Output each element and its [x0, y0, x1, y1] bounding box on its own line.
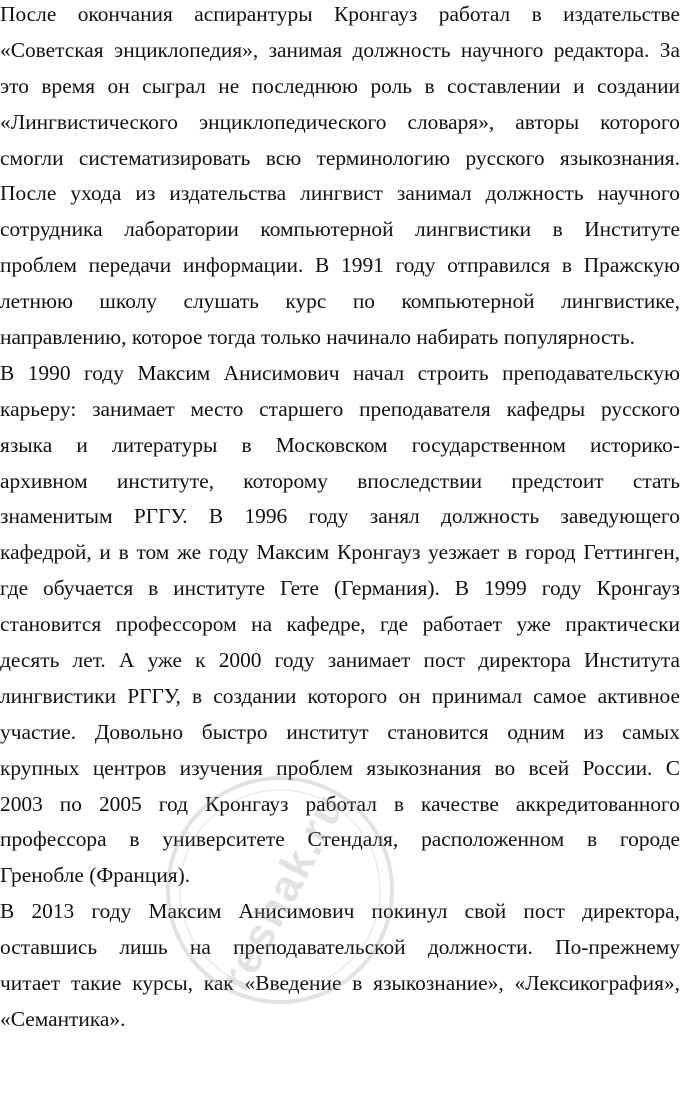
text-line: архивном институте, которому впоследствии предстоит стать — [0, 468, 680, 493]
text-line: оставшись лишь на преподавательской должности. По-прежнему — [0, 935, 680, 960]
text-line: 2003 по 2005 год Кронгауз работал в качестве аккредитованного — [0, 791, 680, 816]
text-line: Гренобле (Франция). — [0, 863, 191, 888]
text-line: «Семантика». — [0, 1006, 126, 1031]
paragraph-3 — [0, 894, 680, 1038]
text-line: это время он сыграл не последнюю роль в составлении и создании — [0, 73, 680, 98]
text-line: профессора в университете Стендаля, расположенном в городе — [0, 827, 680, 852]
paragraph-1 — [0, 0, 680, 356]
paragraph-2 — [0, 356, 680, 894]
text-line: кафедрой, и в том же году Максим Кронгауз уезжает в город Геттинген, — [0, 540, 680, 565]
text-line: становится профессором на кафедре, где работает уже практически — [0, 612, 680, 637]
text-line: смогли систематизировать всю терминологию русского языкознания. — [0, 145, 680, 170]
text-line: десять лет. А уже к 2000 году занимает пост директора Института — [0, 648, 680, 673]
text-line: После окончания аспирантуры Кронгауз работал в издательстве — [0, 2, 680, 26]
text-line: «Лингвистического энциклопедического словаря», авторы которого — [0, 109, 680, 134]
text-line: знаменитым РГГУ. В 1996 году занял должность заведующего — [0, 504, 680, 529]
text-line: карьеру: занимает место старшего преподавателя кафедры русского — [0, 396, 680, 421]
text-line: где обучается в институте Гете (Германия). В 1999 году Кронгауз — [0, 576, 680, 601]
watermark-text: reshak.ru — [210, 784, 356, 999]
text-line: читает такие курсы, как «Введение в языкознание», «Лексикография», — [0, 971, 680, 996]
text-line: После ухода из издательства лингвист занимал должность научного — [0, 181, 680, 206]
text-line: «Советская энциклопедия», занимая должность научного редактора. За — [0, 37, 680, 62]
text-line: участие. Довольно быстро институт становится одним из самых — [0, 719, 680, 744]
text-line: сотрудника лаборатории компьютерной лингвистики в Институте — [0, 217, 680, 242]
text-line: языка и литературы в Московском государственном историко- — [0, 432, 680, 457]
text-line: В 1990 году Максим Анисимович начал строить преподавательскую — [0, 360, 680, 385]
text-line: крупных центров изучения проблем языкознания во всей России. С — [0, 755, 680, 780]
text-line: проблем передачи информации. В 1991 году отправился в Пражскую — [0, 253, 680, 278]
text-line: В 2013 году Максим Анисимович покинул свой пост директора, — [0, 899, 680, 924]
text-line: летнюю школу слушать курс по компьютерной лингвистике, — [0, 289, 680, 314]
text-line: лингвистики РГГУ, в создании которого он принимал самое активное — [0, 683, 680, 708]
text-line: направлению, которое тогда только начинало набирать популярность. — [0, 325, 635, 350]
